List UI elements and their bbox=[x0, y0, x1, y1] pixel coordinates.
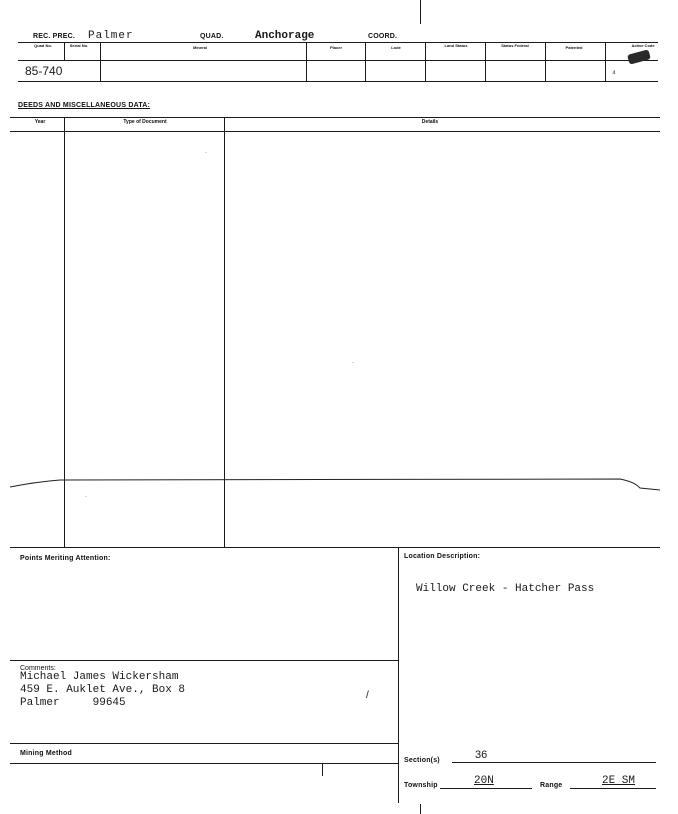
bottom-divider bbox=[398, 547, 399, 803]
section-label: Section(s) bbox=[404, 757, 440, 764]
comments-label: Comments: bbox=[20, 665, 56, 672]
column-header-rule bbox=[18, 60, 658, 61]
location-description-value: Willow Creek - Hatcher Pass bbox=[416, 583, 595, 595]
quad-no-value: 85-740 bbox=[25, 64, 63, 78]
stray-mark: ⁴ bbox=[612, 68, 616, 78]
comment-line-2: 459 E. Auklet Ave., Box 8 bbox=[20, 684, 186, 696]
col-placer: Placer bbox=[329, 45, 342, 50]
range-value-rule bbox=[570, 788, 656, 789]
col-patented: Patented bbox=[565, 45, 583, 50]
mining-method-label: Mining Method bbox=[20, 750, 72, 757]
col-mineral: Mineral bbox=[192, 45, 207, 50]
col-active-code: Active Code bbox=[631, 43, 655, 48]
col-land-status: Land Status bbox=[444, 43, 468, 48]
stray-pen-mark: / bbox=[366, 690, 369, 701]
page-fold-line bbox=[0, 470, 678, 500]
comment-line-1: Michael James Wickersham bbox=[20, 671, 179, 683]
stray-dot: · bbox=[205, 150, 207, 156]
col-quad-no: Quad No. bbox=[34, 43, 52, 48]
deeds-bottom-rule bbox=[10, 547, 660, 548]
col-lode: Lode bbox=[391, 45, 401, 50]
township-value: 20N bbox=[474, 775, 494, 787]
divider-status bbox=[485, 42, 486, 82]
rec-prec-value: Palmer bbox=[88, 30, 134, 42]
section-value: 36 bbox=[475, 749, 488, 761]
divider-placer bbox=[306, 42, 307, 82]
section-value-rule bbox=[452, 762, 656, 763]
stray-dot: · bbox=[352, 360, 354, 366]
header-rule bbox=[18, 42, 658, 43]
mining-method-rule bbox=[10, 763, 399, 764]
points-meriting-attention-label: Points Meriting Attention: bbox=[20, 555, 111, 562]
deeds-section-title: DEEDS AND MISCELLANEOUS DATA: bbox=[18, 102, 151, 109]
rec-prec-label: REC. PREC. bbox=[33, 33, 76, 40]
mining-method-tick bbox=[322, 764, 323, 776]
mining-method-top-rule bbox=[10, 743, 399, 744]
quad-value: Anchorage bbox=[255, 30, 315, 42]
township-value-rule bbox=[440, 788, 532, 789]
col-serial-no: Serial No. bbox=[69, 43, 89, 48]
comments-top-rule bbox=[10, 660, 399, 661]
range-value: 2E SM bbox=[602, 775, 636, 787]
deeds-header-rule bbox=[10, 131, 660, 132]
active-code-mark bbox=[627, 49, 651, 64]
col-type-of-document: Type of Document bbox=[123, 119, 167, 125]
col-details: Details bbox=[421, 119, 439, 125]
divider-patented bbox=[545, 42, 546, 82]
divider-active bbox=[605, 42, 606, 82]
bottom-tick-mark bbox=[420, 804, 421, 814]
divider-serial bbox=[64, 42, 65, 61]
col-status-federal: Status Federal bbox=[501, 43, 529, 48]
quad-label: QUAD. bbox=[200, 33, 224, 40]
divider-lode bbox=[365, 42, 366, 82]
col-year: Year bbox=[34, 119, 46, 125]
top-tick-mark bbox=[420, 0, 421, 24]
location-description-label: Location Description: bbox=[404, 553, 481, 560]
record-row-rule bbox=[18, 81, 658, 82]
coord-label: COORD. bbox=[368, 33, 398, 40]
comment-line-3: Palmer 99645 bbox=[20, 697, 126, 709]
deeds-top-rule bbox=[10, 117, 660, 118]
divider-land bbox=[425, 42, 426, 82]
range-label: Range bbox=[540, 782, 563, 789]
township-label: Township bbox=[404, 782, 438, 789]
divider-mineral bbox=[100, 42, 101, 82]
stray-dot: · bbox=[85, 494, 87, 500]
